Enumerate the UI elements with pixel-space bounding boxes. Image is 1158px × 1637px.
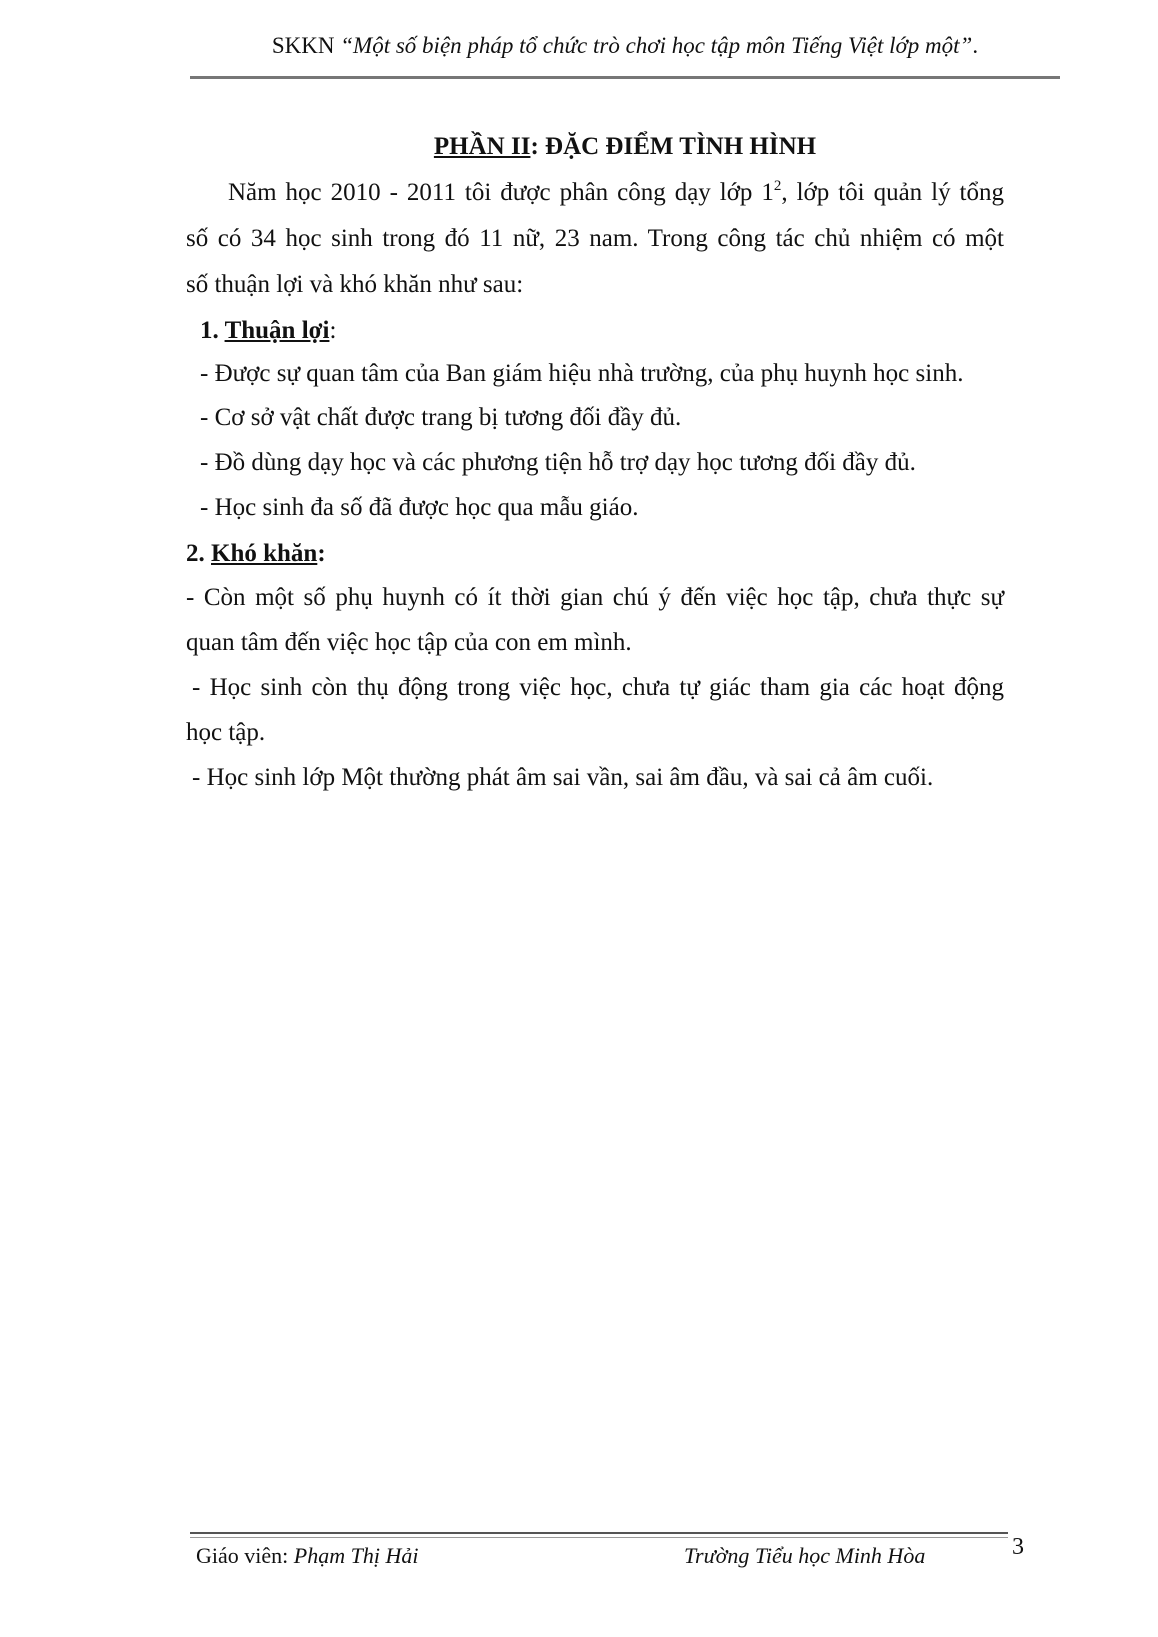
advantage-item: - Được sự quan tâm của Ban giám hiệu nhà trường, của phụ huynh học sinh. [200, 360, 964, 387]
advantages-title: Thuận lợi [224, 317, 330, 344]
difficulties-colon: : [317, 540, 326, 567]
advantage-item: - Đồ dùng dạy học và các phương tiện hỗ trợ dạy học tương đối đầy đủ. [200, 449, 916, 476]
running-header [190, 30, 1060, 62]
teacher-name: Phạm Thị Hải [293, 1543, 419, 1568]
difficulties-title: Khó khăn [211, 540, 318, 567]
school-name: Trường Tiểu học Minh Hòa [684, 1543, 926, 1568]
footer-divider [190, 1532, 1008, 1534]
section-title-rest: : ĐẶC ĐIỂM TÌNH HÌNH [530, 133, 817, 160]
advantages-number: 1. [200, 317, 225, 344]
advantages-heading [200, 314, 336, 348]
difficulty-item-1-line-2: quan tâm đến việc học tập của con em mình. [186, 629, 632, 656]
header-divider [190, 76, 1060, 79]
intro-line-2: số có 34 học sinh trong đó 11 nữ, 23 nam. Trong công tác chủ nhiệm có một [186, 225, 1004, 252]
class-superscript: 2 [773, 178, 782, 194]
header-prefix: SKKN [271, 33, 341, 58]
difficulty-item-2-line-2: học tập. [186, 719, 266, 746]
difficulties-number: 2. [186, 540, 211, 567]
running-footer [196, 1541, 1006, 1571]
difficulties-heading [186, 537, 326, 571]
intro-line-1 [228, 176, 1004, 210]
difficulty-item-3: - Học sinh lớp Một thường phát âm sai vần, sai âm đầu, và sai cả âm cuối. [192, 764, 934, 791]
advantages-colon: : [329, 317, 337, 344]
intro-line-3: số thuận lợi và khó khăn như sau: [186, 271, 524, 298]
header-title: “Một số biện pháp tổ chức trò chơi học tập môn Tiếng Việt lớp một” [340, 33, 973, 58]
advantage-item: - Học sinh đa số đã được học qua mẫu giáo. [200, 494, 639, 521]
difficulty-item-1-line-1: - Còn một số phụ huynh có ít thời gian chú ý đến việc học tập, chưa thực sự [186, 584, 1004, 611]
section-title [190, 130, 1060, 164]
header-suffix: . [972, 33, 979, 58]
advantage-item: - Cơ sở vật chất được trang bị tương đối đầy đủ. [200, 404, 682, 431]
intro-line-1b: , lớp tôi quản lý tổng [781, 179, 1004, 206]
difficulty-item-2-line-1: - Học sinh còn thụ động trong việc học, chưa tự giác tham gia các hoạt động [192, 674, 1004, 701]
footer-divider-inner [190, 1537, 1008, 1538]
intro-line-1a: Năm học 2010 - 2011 tôi được phân công dạy lớp 1 [228, 179, 774, 206]
section-title-part: PHẦN II [433, 133, 531, 160]
page-number: 3 [1012, 1534, 1024, 1560]
teacher-label: Giáo viên: [196, 1543, 294, 1568]
